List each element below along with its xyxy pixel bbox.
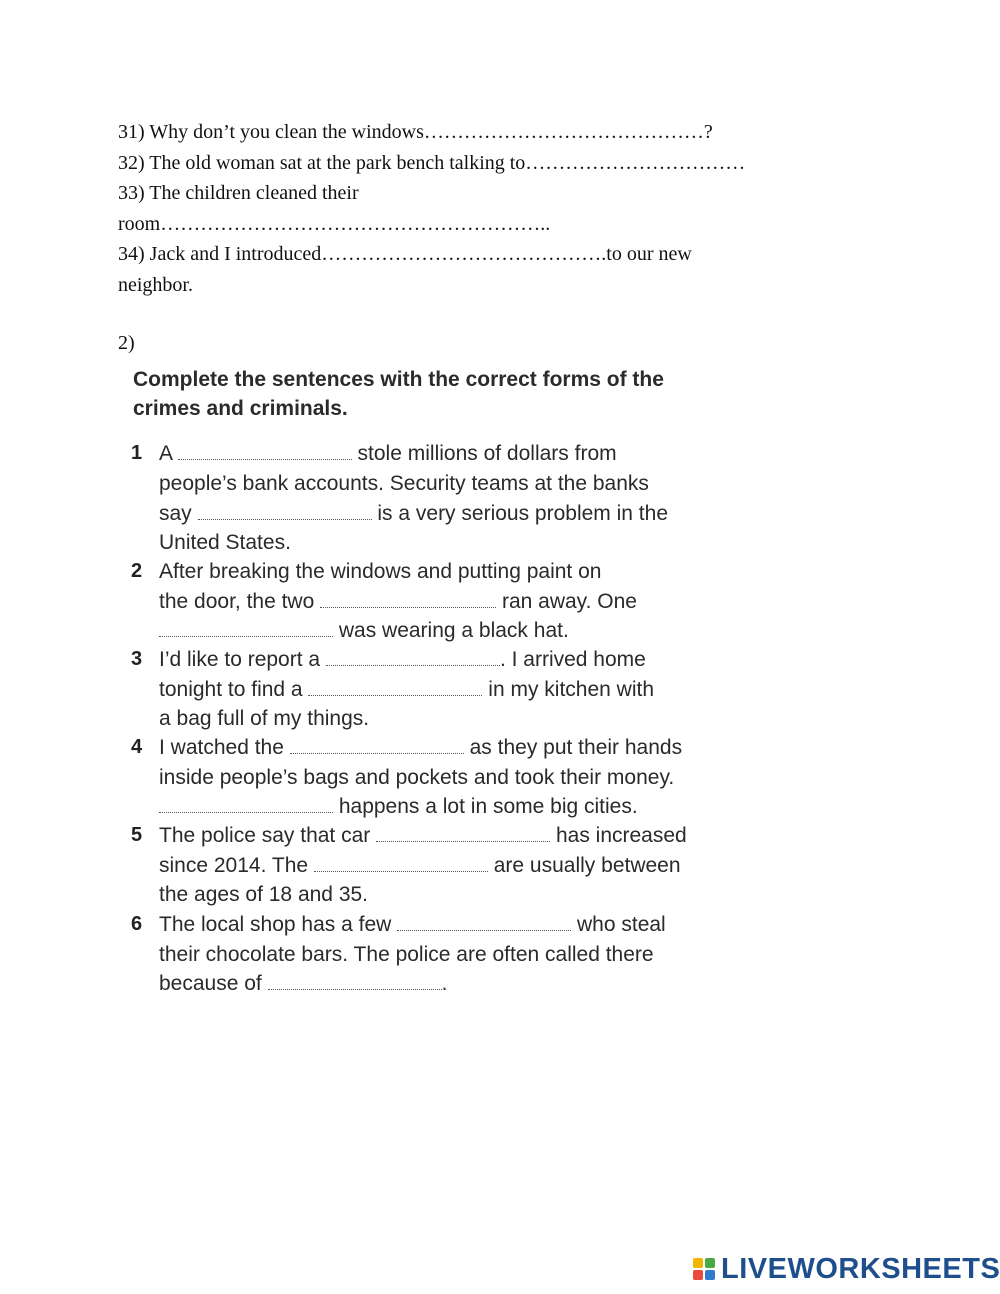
section-label: 2) (118, 332, 135, 354)
text: has increased (555, 824, 687, 847)
text: ran away. One (501, 590, 637, 613)
item-2-line-3 (159, 617, 569, 645)
item-2-line-1: After breaking the windows and putting paint on (159, 560, 602, 583)
item-number: 2 (131, 560, 143, 582)
exercise-heading-line1: Complete the sentences with the correct forms of the (133, 368, 664, 391)
item-2-line-2 (159, 588, 637, 616)
item-5-line-2 (159, 852, 681, 880)
logo-square-icon (705, 1258, 715, 1268)
answer-blank (290, 735, 464, 754)
text: I watched the (159, 736, 284, 759)
exercise-heading-line2: crimes and criminals. (133, 397, 348, 420)
item-4-line-1 (159, 734, 682, 762)
item-number: 3 (131, 648, 143, 670)
item-5-line-3: the ages of 18 and 35. (159, 883, 369, 906)
item-6-line-3 (159, 970, 447, 998)
text: was wearing a black hat. (338, 619, 569, 642)
item-1-line-2: people’s bank accounts. Security teams at the banks (159, 472, 649, 495)
answer-blank (159, 618, 333, 637)
item-number: 1 (131, 442, 143, 464)
item-3-line-1 (159, 646, 646, 674)
answer-blank (376, 823, 550, 842)
exercise-scan (125, 360, 745, 1010)
item-6-line-2: their chocolate bars. The police are often called there (159, 943, 654, 966)
item-1-line-1 (159, 440, 617, 468)
question-33: 33) The children cleaned their (118, 182, 359, 204)
text: I’d like to report a (159, 648, 321, 671)
item-1-line-3 (159, 500, 668, 528)
text: The police say that car (159, 824, 371, 847)
answer-blank (397, 912, 571, 931)
answer-blank (326, 647, 500, 666)
text: The local shop has a few (159, 913, 392, 936)
answer-blank (268, 971, 442, 990)
item-number: 4 (131, 736, 143, 758)
logo-mark-icon (693, 1258, 715, 1280)
logo-square-icon (693, 1258, 703, 1268)
text: happens a lot in some big cities. (338, 795, 638, 818)
item-number: 5 (131, 824, 143, 846)
text: since 2014. The (159, 854, 309, 877)
text: . (441, 972, 448, 995)
answer-blank (308, 677, 482, 696)
item-1-line-4: United States. (159, 531, 291, 554)
text: . I arrived home (499, 648, 646, 671)
text: the door, the two (159, 590, 315, 613)
question-33-continued: room………………………………………………….. (118, 213, 551, 235)
text: stole millions of dollars from (357, 442, 617, 465)
logo-square-icon (705, 1270, 715, 1280)
item-5-line-1 (159, 822, 687, 850)
item-3-line-2 (159, 676, 654, 704)
item-6-line-1 (159, 911, 666, 939)
text: is a very serious problem in the (377, 502, 669, 525)
text: are usually between (493, 854, 681, 877)
item-4-line-2: inside people’s bags and pockets and took their money. (159, 766, 675, 789)
logo-square-icon (693, 1270, 703, 1280)
question-34-continued: neighbor. (118, 274, 193, 296)
answer-blank (314, 853, 488, 872)
text: in my kitchen with (488, 678, 655, 701)
item-number: 6 (131, 913, 143, 935)
question-31: 31) Why don’t you clean the windows……………………………………? (118, 121, 713, 143)
liveworksheets-logo (693, 1252, 1000, 1286)
logo-text: LIVEWORKSHEETS (721, 1252, 1000, 1285)
item-3-line-3: a bag full of my things. (159, 707, 370, 730)
answer-blank (320, 589, 496, 608)
question-34: 34) Jack and I introduced…………………………………….to our new (118, 243, 692, 265)
item-4-line-3 (159, 793, 638, 821)
text: A (159, 442, 172, 465)
answer-blank (198, 501, 372, 520)
text: who steal (577, 913, 666, 936)
answer-blank (178, 441, 352, 460)
answer-blank (159, 794, 333, 813)
text: because of (159, 972, 262, 995)
text: say (159, 502, 192, 525)
text: tonight to find a (159, 678, 303, 701)
text: as they put their hands (469, 736, 683, 759)
question-32: 32) The old woman sat at the park bench talking to…………………………… (118, 152, 746, 174)
